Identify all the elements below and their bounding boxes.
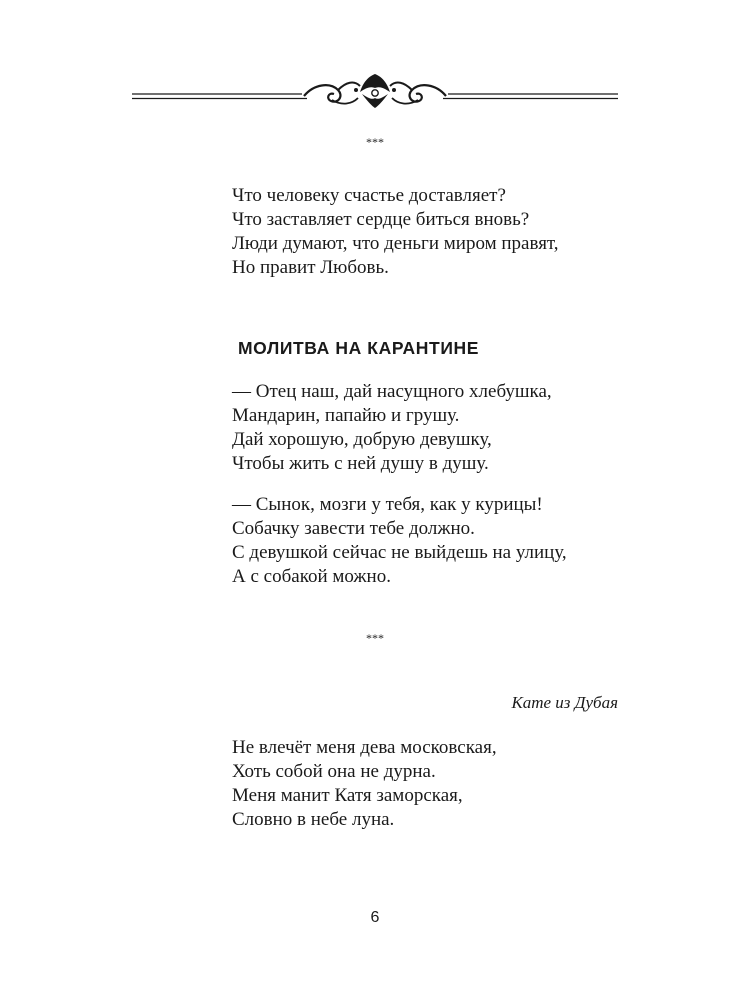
poem-line: Люди думают, что деньги миром правят, <box>232 233 559 254</box>
poem-line: Дай хорошую, добрую девушку, <box>232 429 492 450</box>
poem-line: Не влечёт меня дева московская, <box>232 737 497 758</box>
flourish-ornament-icon <box>132 70 618 110</box>
page-number: 6 <box>370 909 380 926</box>
poem-stanza <box>232 380 552 476</box>
section-separator: *** <box>366 631 384 645</box>
poem-line: Мандарин, папайю и грушу. <box>232 405 460 426</box>
section-separator: *** <box>366 135 384 149</box>
poem-line: — Отец наш, дай насущного хлебушка, <box>232 381 552 402</box>
poem-line: А с собакой можно. <box>232 566 391 587</box>
poem-stanza <box>232 493 567 589</box>
poem-line: Собачку завести тебе должно. <box>232 518 475 539</box>
poem-dedication: Кате из Дубая <box>511 693 618 712</box>
poem-line: Что человеку счастье доставляет? <box>232 185 506 206</box>
poem-line: — Сынок, мозги у тебя, как у курицы! <box>232 494 543 515</box>
poem-line: Но правит Любовь. <box>232 257 389 278</box>
poem-line: Словно в небе луна. <box>232 809 395 830</box>
poem-stanza <box>232 184 559 280</box>
poem-line: С девушкой сейчас не выйдешь на улицу, <box>232 542 567 563</box>
poem-line: Меня манит Катя заморская, <box>232 785 463 806</box>
poem-title: МОЛИТВА НА КАРАНТИНЕ <box>238 338 480 358</box>
poem-line: Чтобы жить с ней душу в душу. <box>232 453 489 474</box>
poem-line: Хоть собой она не дурна. <box>232 761 436 782</box>
poem-stanza <box>232 736 497 832</box>
poem-line: Что заставляет сердце биться вновь? <box>232 209 530 230</box>
